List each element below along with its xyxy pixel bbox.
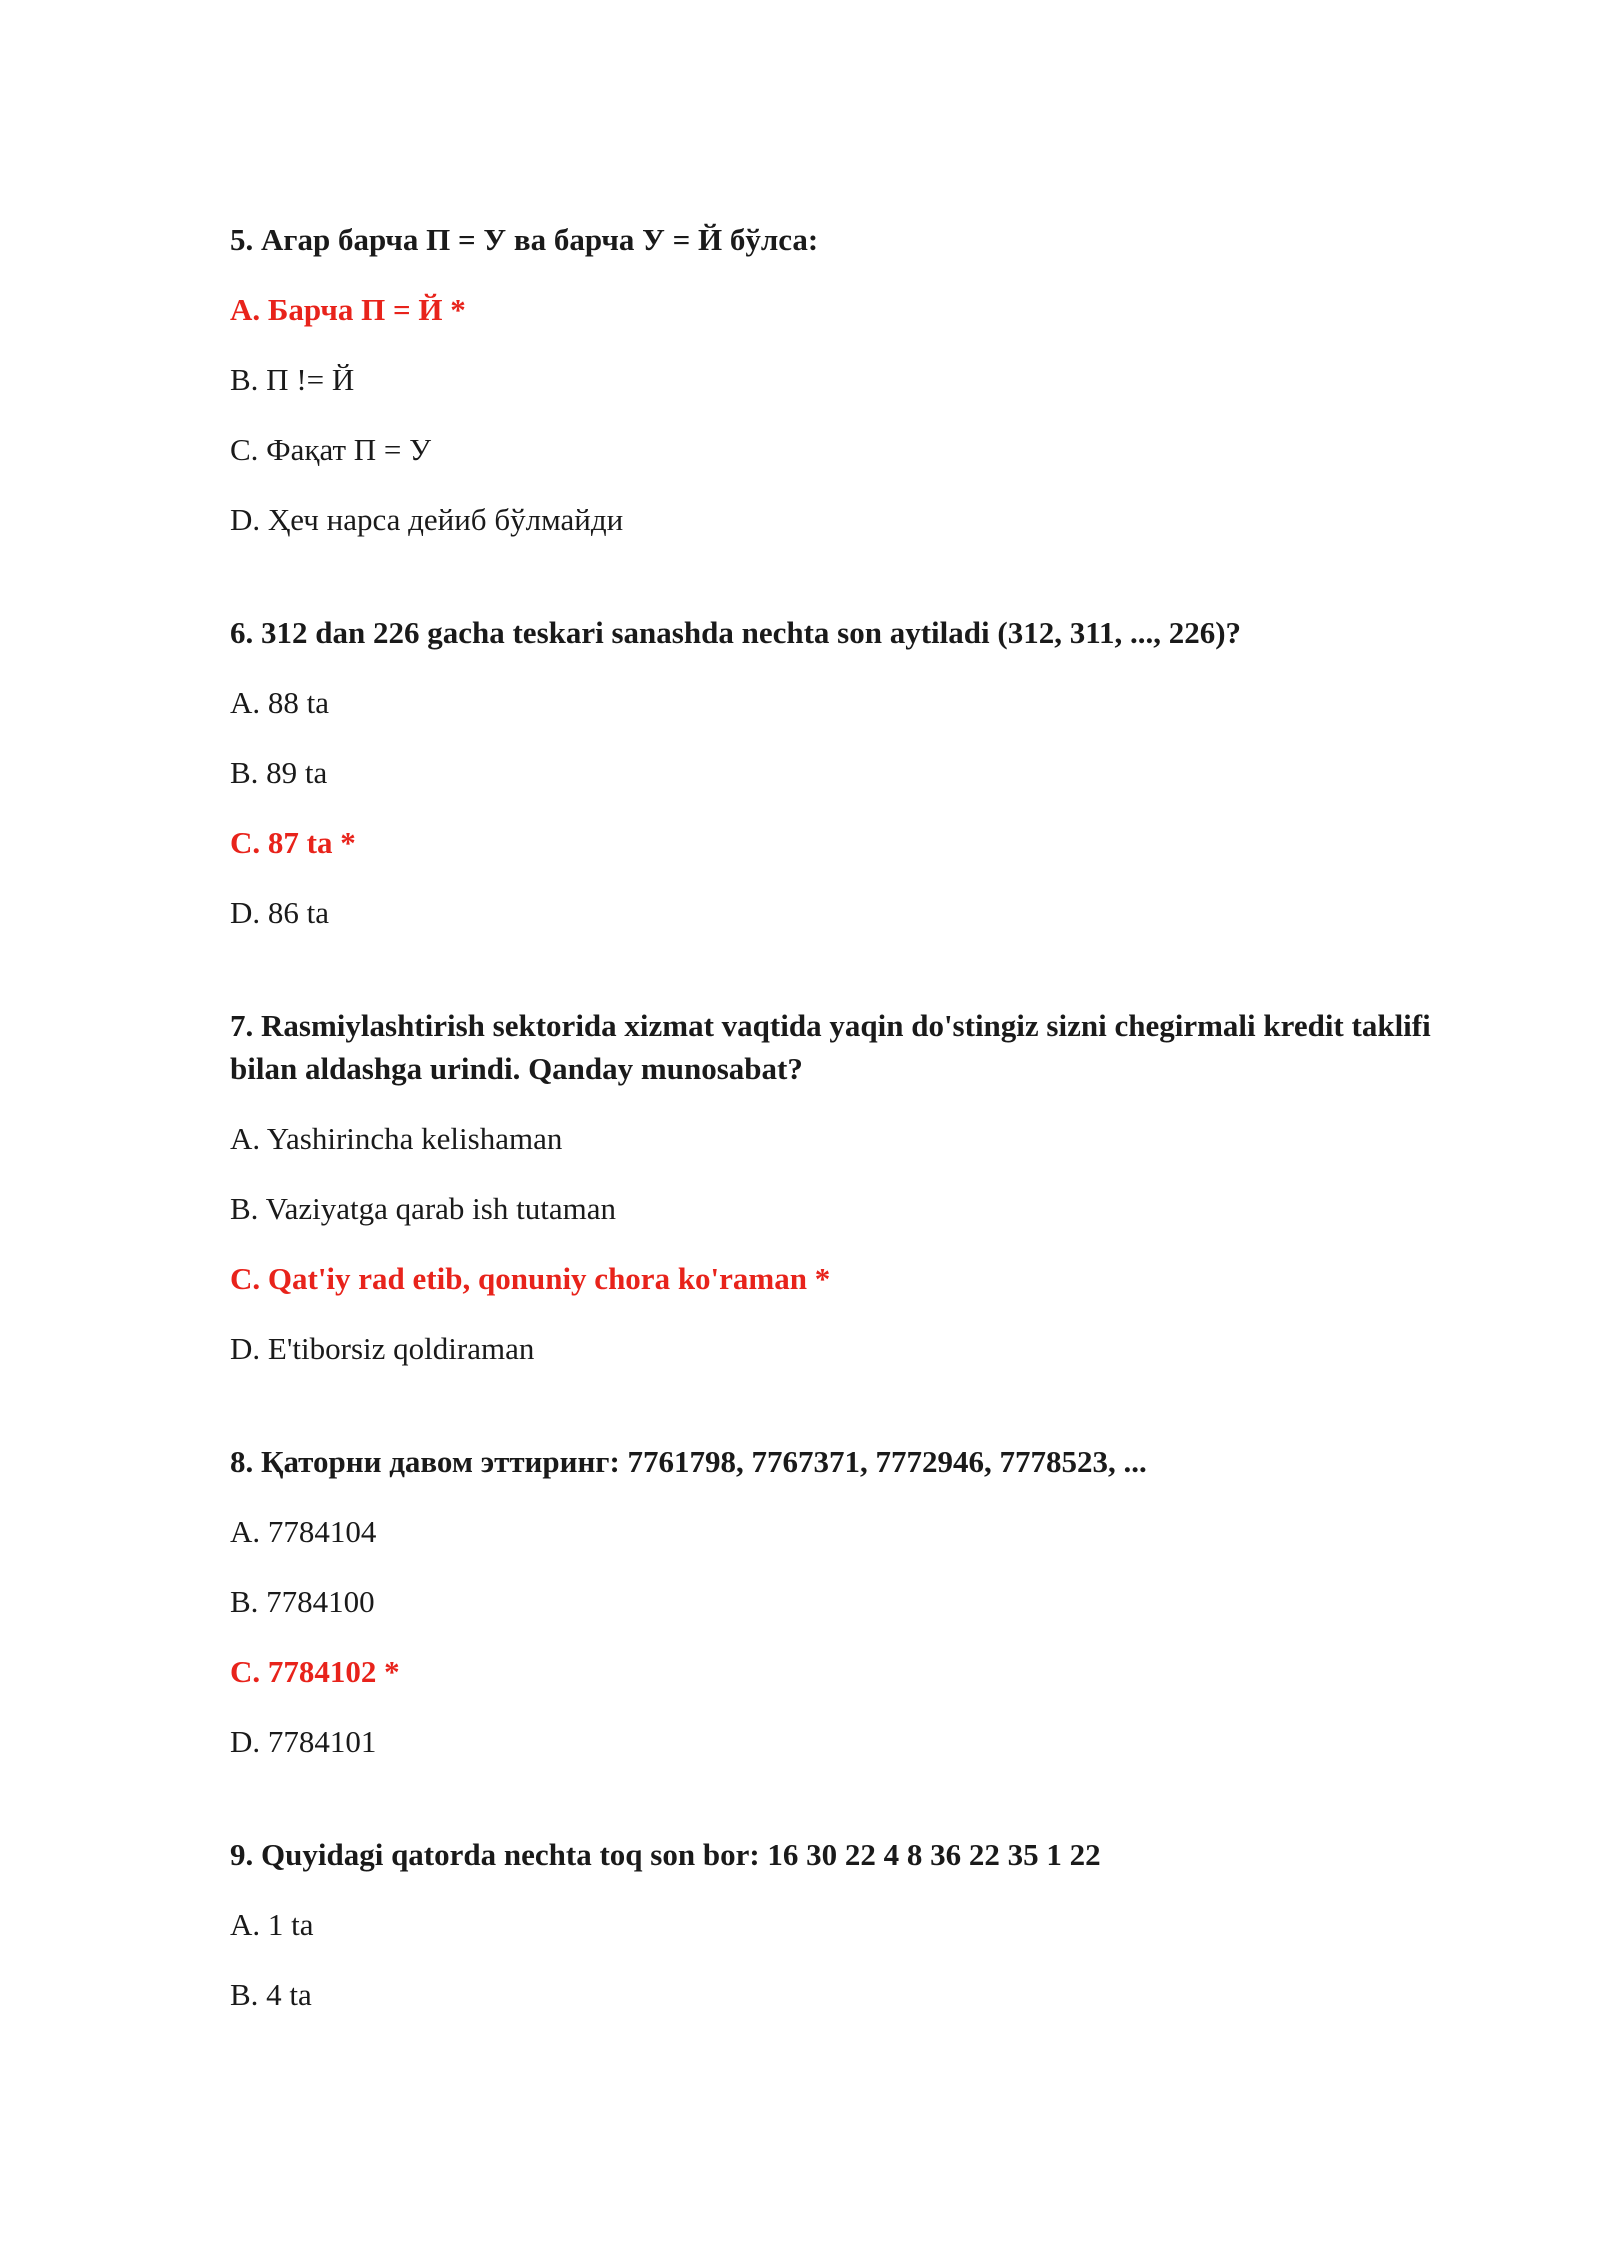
option-d: D. 7784101	[230, 1724, 377, 1759]
question-6	[230, 611, 1500, 934]
question-text: 7. Rasmiylashtirish sektorida xizmat vaqtida yaqin do'stingiz sizni chegirmali kredit taklifi bilan aldashga urindi. Qanday munosabat?	[230, 1008, 1431, 1086]
option-b: B. Vaziyatga qarab ish tutaman	[230, 1191, 616, 1226]
option-a: A. Yashirincha kelishaman	[230, 1121, 563, 1156]
option-a-correct: A. Барча П = Й *	[230, 292, 466, 327]
question-text: 8. Қаторни давом эттиринг: 7761798, 7767371, 7772946, 7778523, ...	[230, 1444, 1147, 1479]
option-c: C. Фақат П = У	[230, 432, 432, 467]
question-text: 5. Агар барча П = У ва барча У = Й бўлса:	[230, 222, 819, 257]
option-b: B. 4 ta	[230, 1977, 312, 2012]
option-c-correct: C. Qat'iy rad etib, qonuniy chora ko'raman *	[230, 1261, 831, 1296]
option-c-correct: C. 7784102 *	[230, 1654, 400, 1689]
option-b: B. 89 ta	[230, 755, 328, 790]
option-a: A. 1 ta	[230, 1907, 314, 1942]
option-a: A. 88 ta	[230, 685, 330, 720]
option-a: A. 7784104	[230, 1514, 377, 1549]
option-d: D. E'tiborsiz qoldiraman	[230, 1331, 535, 1366]
document-page	[230, 218, 1500, 2016]
option-d: D. 86 ta	[230, 895, 330, 930]
option-c-correct: C. 87 ta *	[230, 825, 356, 860]
question-text: 9. Quyidagi qatorda nechta toq son bor: 16 30 22 4 8 36 22 35 1 22	[230, 1837, 1101, 1872]
question-8	[230, 1440, 1500, 1763]
question-7	[230, 1004, 1500, 1370]
question-9	[230, 1833, 1500, 2016]
question-text: 6. 312 dan 226 gacha teskari sanashda nechta son aytiladi (312, 311, ..., 226)?	[230, 615, 1242, 650]
option-b: B. 7784100	[230, 1584, 375, 1619]
question-5	[230, 218, 1500, 541]
option-b: B. П != Й	[230, 362, 355, 397]
option-d: D. Ҳеч нарса дейиб бўлмайди	[230, 502, 624, 537]
